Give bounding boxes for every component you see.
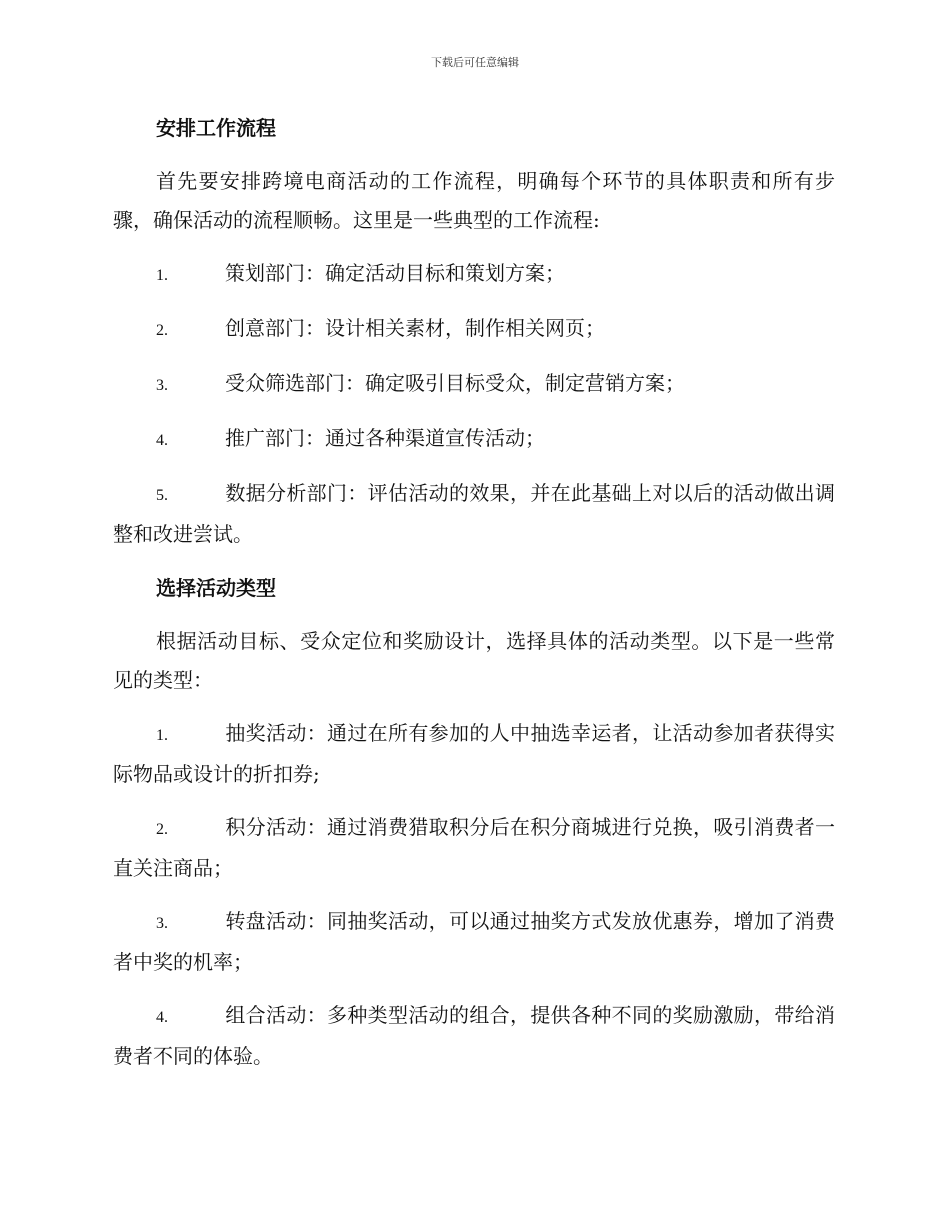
section-heading-workflow: 安排工作流程 bbox=[156, 116, 276, 140]
paragraph-activity-types-intro: 根据活动目标、受众定位和奖励设计，选择具体的活动类型。以下是一些常见的类型： bbox=[113, 629, 835, 692]
list-item-text: 抽奖活动：通过在所有参加的人中抽选幸运者，让活动参加者获得实际物品或设计的折扣券; bbox=[113, 721, 835, 786]
list-number: 1. bbox=[156, 267, 168, 284]
section-activity-types bbox=[113, 568, 835, 1076]
list-item-text: 转盘活动：同抽奖活动，可以通过抽奖方式发放优惠券，增加了消费者中奖的机率； bbox=[113, 909, 835, 974]
list-number: 3. bbox=[156, 377, 168, 394]
list-number: 4. bbox=[156, 432, 168, 449]
list-number: 2. bbox=[156, 821, 168, 838]
section-workflow bbox=[113, 108, 835, 554]
list-item-text: 推广部门：通过各种渠道宣传活动； bbox=[225, 426, 545, 450]
list-item-text: 受众筛选部门：确定吸引目标受众，制定营销方案； bbox=[225, 371, 685, 395]
list-number: 4. bbox=[156, 1009, 168, 1026]
section-heading-activity-types: 选择活动类型 bbox=[156, 576, 276, 600]
list-item bbox=[113, 309, 835, 350]
list-number: 5. bbox=[156, 487, 168, 504]
list-item bbox=[113, 474, 835, 554]
list-item bbox=[113, 714, 835, 794]
paragraph-workflow-intro: 首先要安排跨境电商活动的工作流程，明确每个环节的具体职责和所有步骤，确保活动的流程顺畅。这里是一些典型的工作流程: bbox=[113, 169, 835, 232]
list-number: 3. bbox=[156, 915, 168, 932]
list-number: 2. bbox=[156, 322, 168, 339]
list-item-text: 数据分析部门：评估活动的效果，并在此基础上对以后的活动做出调整和改进尝试。 bbox=[113, 481, 835, 546]
list-item bbox=[113, 364, 835, 405]
list-number: 1. bbox=[156, 727, 168, 744]
header-note: 下载后可任意编辑 bbox=[431, 56, 519, 69]
list-item-text: 创意部门：设计相关素材，制作相关网页； bbox=[225, 316, 605, 340]
workflow-list bbox=[113, 254, 835, 554]
list-item bbox=[113, 254, 835, 295]
list-item bbox=[113, 808, 835, 888]
list-item bbox=[113, 902, 835, 982]
activity-types-list bbox=[113, 714, 835, 1076]
list-item bbox=[113, 996, 835, 1076]
list-item-text: 组合活动：多种类型活动的组合，提供各种不同的奖励激励，带给消费者不同的体验。 bbox=[113, 1003, 835, 1068]
list-item-text: 积分活动：通过消费猎取积分后在积分商城进行兑换，吸引消费者一直关注商品； bbox=[113, 815, 835, 880]
document-body bbox=[113, 108, 835, 1076]
list-item-text: 策划部门：确定活动目标和策划方案； bbox=[225, 261, 565, 285]
list-item bbox=[113, 419, 835, 460]
